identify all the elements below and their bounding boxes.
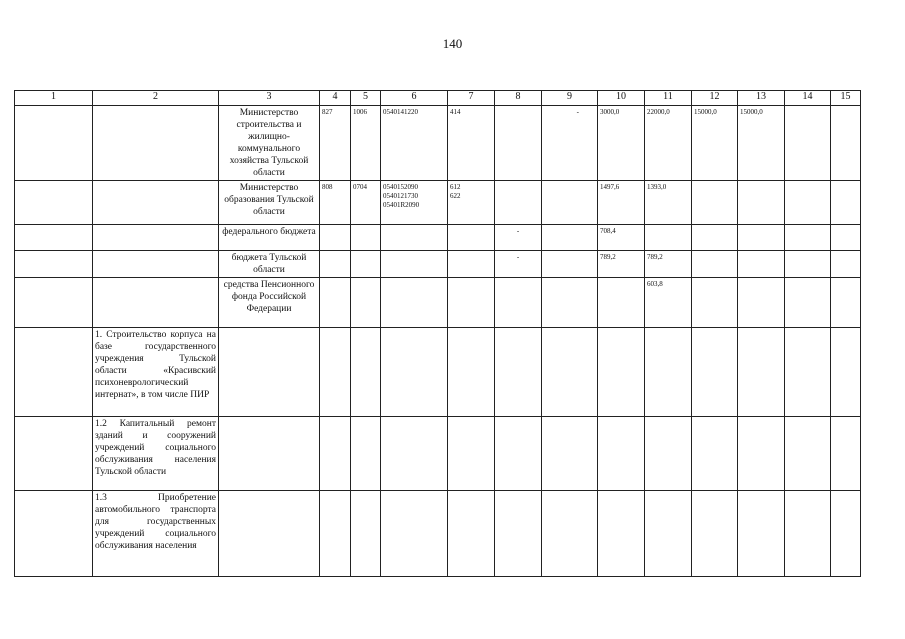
- table-cell: [448, 278, 495, 328]
- table-cell: [93, 278, 219, 328]
- expense-type-cell: 414: [448, 106, 495, 181]
- table-cell: [542, 328, 598, 417]
- recipient-cell: федерального бюджета: [219, 225, 320, 251]
- table-cell: [381, 417, 448, 491]
- table-cell: [645, 417, 692, 491]
- table-cell: [645, 491, 692, 577]
- table-row: [15, 106, 861, 181]
- table-cell: [15, 106, 93, 181]
- value-cell: 3000,0: [598, 106, 645, 181]
- table-cell: [15, 251, 93, 278]
- table-cell: [351, 225, 381, 251]
- table-cell: [15, 278, 93, 328]
- table-cell: [448, 225, 495, 251]
- table-cell: [93, 251, 219, 278]
- table-cell: [542, 491, 598, 577]
- value-cell: 15000,0: [738, 106, 785, 181]
- budget-table: [14, 90, 861, 577]
- table-cell: [93, 181, 219, 225]
- value-cell: 708,4: [598, 225, 645, 251]
- table-cell: [351, 417, 381, 491]
- table-cell: [15, 225, 93, 251]
- table-row: [15, 225, 861, 251]
- table-cell: [738, 491, 785, 577]
- value-cell: 15000,0: [692, 106, 738, 181]
- table-cell: [785, 225, 831, 251]
- table-cell: [692, 278, 738, 328]
- table-cell: [542, 251, 598, 278]
- table-cell: [738, 417, 785, 491]
- table-cell: [738, 278, 785, 328]
- table-cell: [598, 491, 645, 577]
- table-row: [15, 328, 861, 417]
- column-header: 2: [93, 91, 219, 106]
- table-cell: [219, 491, 320, 577]
- table-cell: [738, 225, 785, 251]
- value-cell: 1393,0: [645, 181, 692, 225]
- table-cell: [381, 278, 448, 328]
- expense-type-cell: [448, 181, 495, 225]
- table-cell: [598, 328, 645, 417]
- table-cell: [320, 417, 351, 491]
- table-cell: [831, 106, 861, 181]
- table-cell: [692, 225, 738, 251]
- column-header: 8: [495, 91, 542, 106]
- table-cell: [692, 181, 738, 225]
- table-row: [15, 278, 861, 328]
- table-row: [15, 491, 861, 577]
- recipient-cell: Министерство образования Тульской области: [219, 181, 320, 225]
- table-cell: [320, 225, 351, 251]
- table-cell: [320, 491, 351, 577]
- table-cell: [381, 491, 448, 577]
- table-cell: [785, 278, 831, 328]
- table-cell: [692, 417, 738, 491]
- target-code-cell: [381, 181, 448, 225]
- table-cell: [495, 328, 542, 417]
- table-cell: [645, 328, 692, 417]
- table-cell: [542, 278, 598, 328]
- table-cell: [15, 417, 93, 491]
- table-cell: [831, 278, 861, 328]
- table-cell: [831, 417, 861, 491]
- table-cell: [381, 225, 448, 251]
- table-cell: [645, 225, 692, 251]
- table-cell: [598, 278, 645, 328]
- column-header: 15: [831, 91, 861, 106]
- column-header: 1: [15, 91, 93, 106]
- table-cell: [381, 251, 448, 278]
- table-cell: [15, 181, 93, 225]
- table-cell: [831, 328, 861, 417]
- table-cell: [93, 106, 219, 181]
- section-code-cell: 0704: [351, 181, 381, 225]
- table-cell: [785, 106, 831, 181]
- table-cell: [738, 251, 785, 278]
- table-cell: [495, 181, 542, 225]
- table-row: [15, 417, 861, 491]
- table-cell: [495, 491, 542, 577]
- table-cell: [831, 251, 861, 278]
- table-cell: [351, 278, 381, 328]
- table-cell: [692, 328, 738, 417]
- value-cell: -: [495, 251, 542, 278]
- table-cell: [320, 251, 351, 278]
- table-cell: [598, 417, 645, 491]
- table-cell: [381, 328, 448, 417]
- table-cell: [448, 251, 495, 278]
- table-row: [15, 251, 861, 278]
- table-cell: [495, 106, 542, 181]
- activity-cell: 1.3 Приобретение автомобильного транспорта для государственных учреждений социального обслуживания населения: [93, 491, 219, 577]
- column-header: 6: [381, 91, 448, 106]
- table-cell: [495, 417, 542, 491]
- table-cell: [542, 225, 598, 251]
- ministry-code-cell: 827: [320, 106, 351, 181]
- column-header: 14: [785, 91, 831, 106]
- value-cell: 789,2: [598, 251, 645, 278]
- value-cell: 603,8: [645, 278, 692, 328]
- table-cell: [351, 328, 381, 417]
- target-code-line: 0540121730: [383, 192, 418, 200]
- ministry-code-cell: 808: [320, 181, 351, 225]
- column-header: 4: [320, 91, 351, 106]
- table-cell: [692, 491, 738, 577]
- table-cell: [495, 278, 542, 328]
- table-cell: [219, 417, 320, 491]
- table-cell: [785, 251, 831, 278]
- column-header: 11: [645, 91, 692, 106]
- table-cell: [785, 491, 831, 577]
- recipient-cell: средства Пенсионного фонда Российской Федерации: [219, 278, 320, 328]
- target-code-line: 05401R2090: [383, 201, 420, 209]
- page-number: 140: [442, 36, 463, 51]
- table-cell: [831, 491, 861, 577]
- value-cell: -: [495, 225, 542, 251]
- value-cell: -: [542, 106, 598, 181]
- column-header: 7: [448, 91, 495, 106]
- table-cell: [15, 328, 93, 417]
- column-number-row: [15, 91, 861, 106]
- target-code-cell: 0540141220: [381, 106, 448, 181]
- table-cell: [448, 328, 495, 417]
- column-header: 9: [542, 91, 598, 106]
- table-cell: [692, 251, 738, 278]
- table-cell: [15, 491, 93, 577]
- table-cell: [542, 417, 598, 491]
- table-cell: [351, 251, 381, 278]
- table-cell: [448, 417, 495, 491]
- activity-cell: 1. Строительство корпуса на базе государственного учреждения Тульской области «Красивский психоневрологический интернат», в том числе ПИР: [93, 328, 219, 417]
- expense-type-line: 622: [450, 192, 461, 200]
- value-cell: 789,2: [645, 251, 692, 278]
- table-cell: [219, 328, 320, 417]
- table-cell: [448, 491, 495, 577]
- table-cell: [738, 181, 785, 225]
- table-cell: [542, 181, 598, 225]
- activity-cell: 1.2 Капитальный ремонт зданий и сооружений учреждений социального обслуживания населения Тульской области: [93, 417, 219, 491]
- column-header: 12: [692, 91, 738, 106]
- table-row: [15, 181, 861, 225]
- target-code-line: 0540152090: [383, 183, 418, 191]
- table-cell: [351, 491, 381, 577]
- table-cell: [785, 417, 831, 491]
- table-cell: [785, 328, 831, 417]
- table-cell: [831, 225, 861, 251]
- column-header: 5: [351, 91, 381, 106]
- expense-type-line: 612: [450, 183, 461, 191]
- value-cell: 1497,6: [598, 181, 645, 225]
- column-header: 10: [598, 91, 645, 106]
- recipient-cell: Министерство строительства и жилищно-коммунального хозяйства Тульской области: [219, 106, 320, 181]
- table-cell: [785, 181, 831, 225]
- section-code-cell: 1006: [351, 106, 381, 181]
- table-cell: [831, 181, 861, 225]
- table-cell: [93, 225, 219, 251]
- table-cell: [320, 278, 351, 328]
- table-cell: [738, 328, 785, 417]
- recipient-cell: бюджета Тульской области: [219, 251, 320, 278]
- table-cell: [320, 328, 351, 417]
- value-cell: 22000,0: [645, 106, 692, 181]
- column-header: 13: [738, 91, 785, 106]
- column-header: 3: [219, 91, 320, 106]
